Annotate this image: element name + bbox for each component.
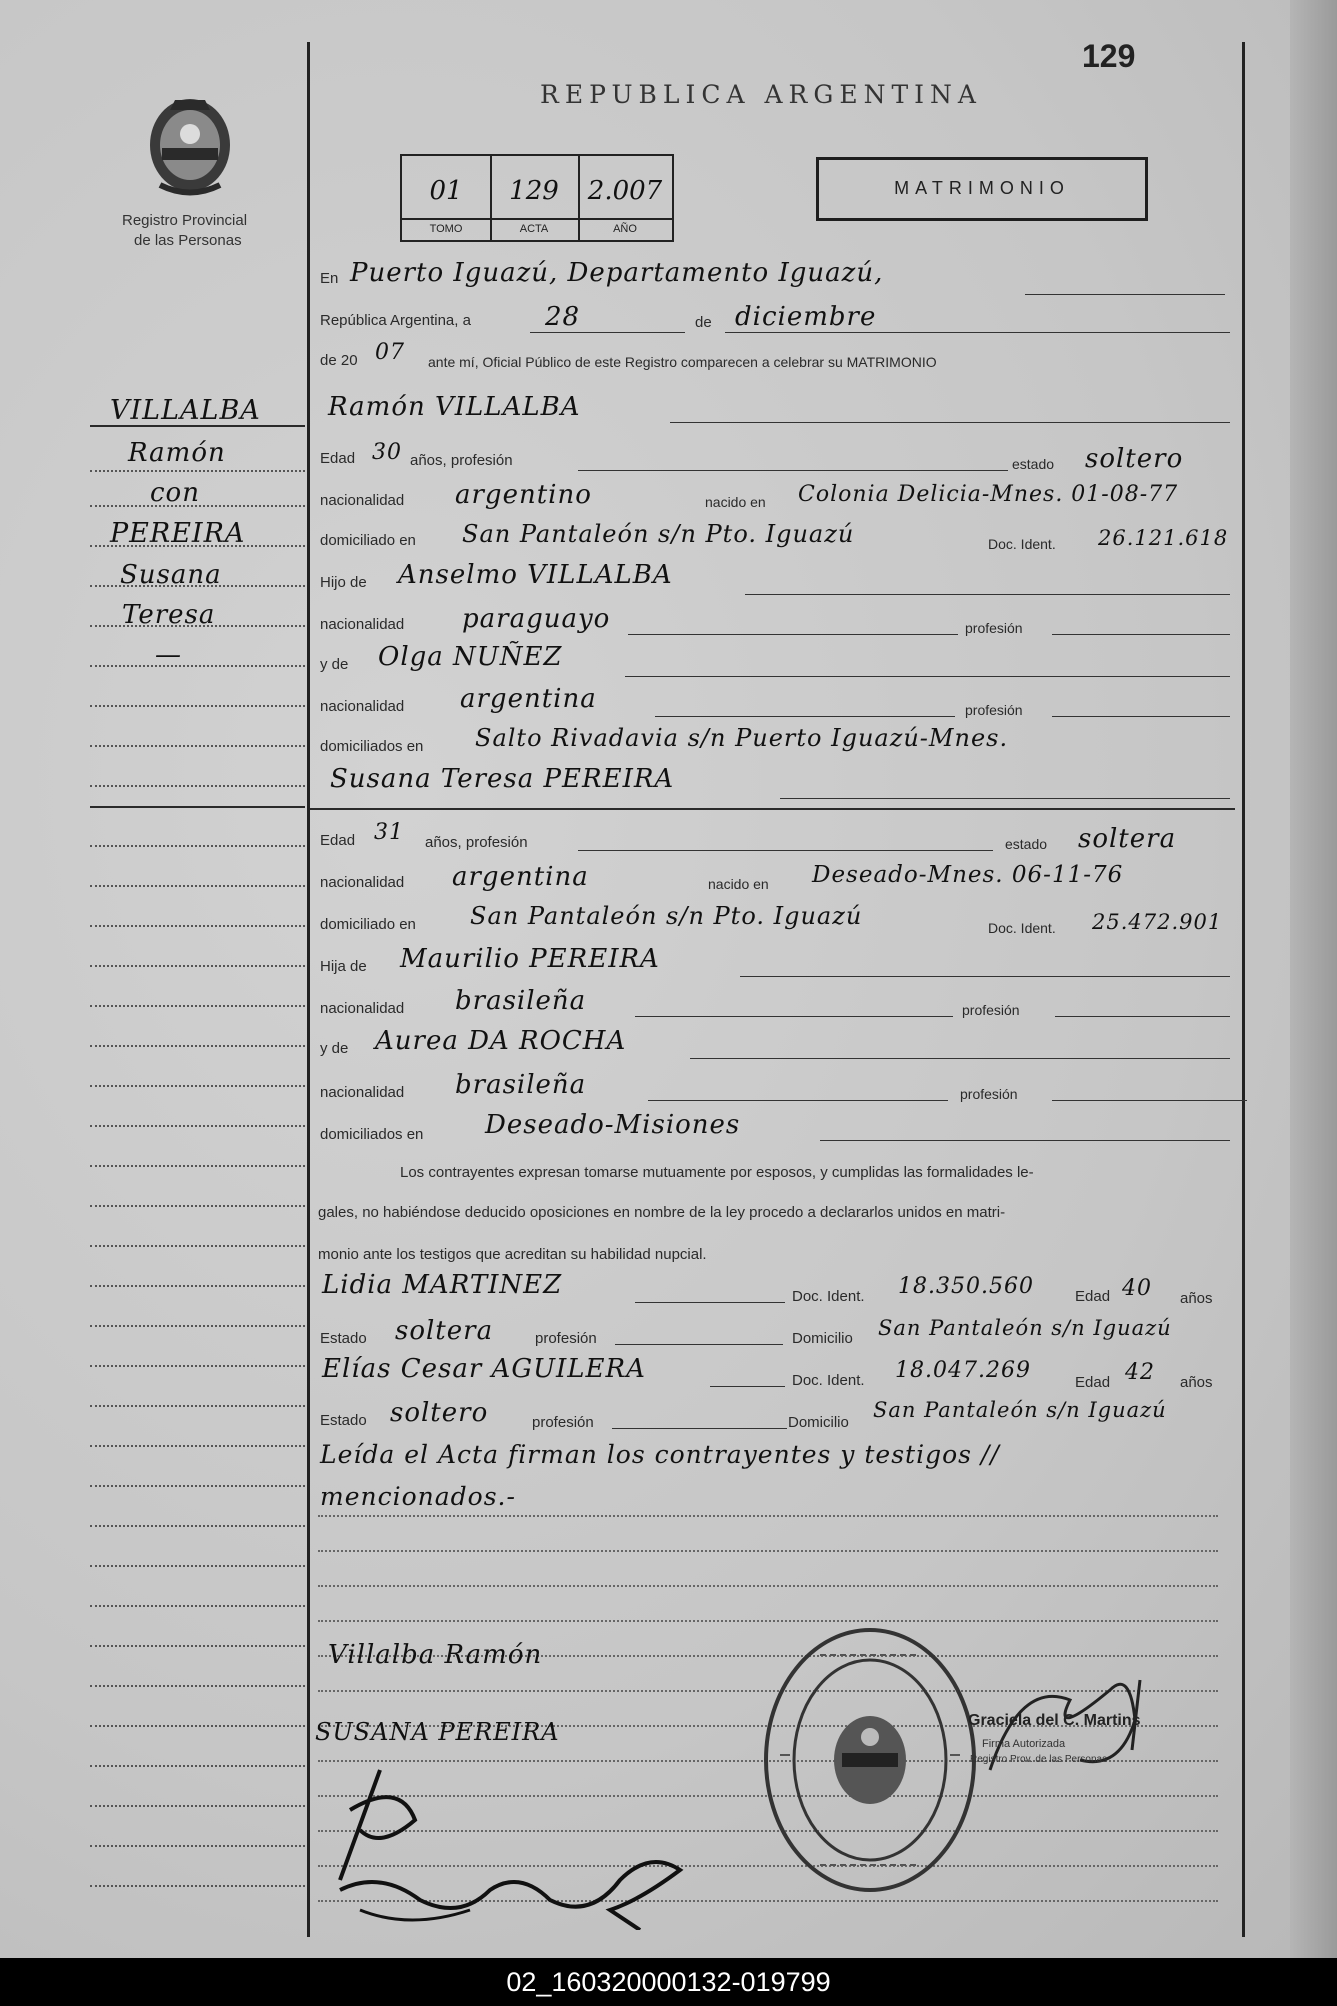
en-label: En [320, 270, 339, 287]
closing-line1: Leída el Acta firman los contrayentes y testigos // [320, 1440, 1000, 1469]
groom-nacido-label: nacido en [705, 494, 766, 510]
groom-nacionalidad: argentino [455, 480, 592, 510]
groom-madre-nac-label: nacionalidad [320, 698, 405, 715]
acta-value: 129 [509, 176, 559, 206]
groom-edad: 30 [372, 440, 402, 465]
anio-value: 2.007 [587, 176, 663, 206]
witness2-doc: 18.047.269 [895, 1358, 1031, 1383]
bride-doc: 25.472.901 [1092, 910, 1223, 934]
day-value: 28 [545, 302, 581, 332]
scribble-signature [320, 1760, 700, 1930]
groom-padre-nac-label: nacionalidad [320, 616, 405, 633]
closing-line2: mencionados.- [320, 1482, 516, 1511]
coat-of-arms-logo [140, 90, 240, 200]
bride-yde-label: y de [320, 1040, 349, 1057]
image-id-footer: 02_160320000132-019799 [0, 1958, 1337, 2006]
groom-domicilio-label: domiciliado en [320, 532, 416, 549]
bride-profesion-label: años, profesión [425, 834, 528, 851]
record-type: MATRIMONIO [894, 178, 1070, 198]
margin-name-groom: Ramón [128, 438, 226, 468]
witness1-doc: 18.350.560 [898, 1274, 1034, 1299]
witness2-domicilio-label: Domicilio [788, 1414, 849, 1431]
groom-padre: Anselmo VILLALBA [398, 560, 673, 590]
bride-estado: soltera [1078, 824, 1177, 854]
bride-padre-nac-label: nacionalidad [320, 1000, 405, 1017]
month-value: diciembre [735, 302, 877, 332]
bride-domicilio: San Pantaleón s/n Pto. Iguazú [470, 902, 863, 930]
bride-padre: Maurilio PEREIRA [400, 944, 660, 974]
bride-edad: 31 [374, 820, 404, 845]
groom-edad-label: Edad [320, 450, 356, 467]
witness2-anos-label: años [1180, 1374, 1213, 1391]
margin-name-bride-2: Teresa [122, 600, 216, 630]
witness1-profesion-label: profesión [535, 1330, 597, 1347]
registry-name-line2: de las Personas [134, 232, 242, 249]
bride-domiciliados-label: domiciliados en [320, 1126, 424, 1143]
bride-nacionalidad: argentina [452, 862, 589, 892]
place-value: Puerto Iguazú, Departamento Iguazú, [350, 258, 884, 288]
margin-name-bride: Susana [120, 560, 222, 590]
bride-madre-nac-label: nacionalidad [320, 1084, 405, 1101]
bride-padre-prof-label: profesión [962, 1002, 1020, 1018]
bride-domiciliados: Deseado-Misiones [485, 1110, 741, 1140]
bride-madre: Aurea DA ROCHA [375, 1026, 627, 1056]
page-number: 129 [1082, 38, 1136, 74]
witness1-domicilio: San Pantaleón s/n Iguazú [878, 1316, 1172, 1340]
de-label: de [695, 314, 712, 331]
right-border [1242, 42, 1245, 1937]
margin-divider [307, 42, 310, 1937]
witness2-name: Elías Cesar AGUILERA [322, 1354, 646, 1384]
groom-padre-prof-label: profesión [965, 620, 1023, 636]
witness1-edad-label: Edad [1075, 1288, 1111, 1305]
witness2-edad-label: Edad [1075, 1374, 1111, 1391]
margin-surname-bride: PEREIRA [110, 518, 246, 549]
groom-domiciliados: Salto Rivadavia s/n Puerto Iguazú-Mnes. [475, 724, 1009, 752]
year-prefix: de 20 [320, 352, 358, 369]
official-office: Registro Prov. de las Personas [970, 1754, 1108, 1765]
record-type-box [816, 157, 1148, 221]
groom-domicilio: San Pantaleón s/n Pto. Iguazú [462, 520, 855, 548]
declaration-line1: Los contrayentes expresan tomarse mutuamente por esposos, y cumplidas las formalidades le- [400, 1164, 1034, 1181]
groom-yde-label: y de [320, 656, 349, 673]
ante-text: ante mí, Oficial Público de este Registro comparecen a celebrar su MATRIMONIO [428, 354, 937, 370]
margin-con: con [150, 478, 200, 508]
bride-padre-nac: brasileña [455, 986, 587, 1016]
witness1-name: Lidia MARTINEZ [322, 1270, 563, 1300]
groom-madre-prof-label: profesión [965, 702, 1023, 718]
reference-box [400, 154, 674, 242]
bride-madre-nac: brasileña [455, 1070, 587, 1100]
groom-doc: 26.121.618 [1098, 526, 1229, 550]
bride-name: Susana Teresa PEREIRA [330, 764, 675, 794]
groom-domiciliados-label: domiciliados en [320, 738, 424, 755]
witness1-domicilio-label: Domicilio [792, 1330, 853, 1347]
groom-nacionalidad-label: nacionalidad [320, 492, 405, 509]
groom-profesion-label: años, profesión [410, 452, 513, 469]
tomo-label: TOMO [402, 218, 490, 241]
witness1-edad: 40 [1122, 1276, 1152, 1301]
witness1-estado-label: Estado [320, 1330, 367, 1347]
groom-signature: Villalba Ramón [328, 1640, 543, 1670]
bride-doc-label: Doc. Ident. [988, 920, 1056, 936]
republica-label: República Argentina, a [320, 312, 471, 329]
groom-madre: Olga NUÑEZ [378, 642, 563, 672]
groom-doc-label: Doc. Ident. [988, 536, 1056, 552]
declaration-line2: gales, no habiéndose deducido oposiciones en nombre de la ley procedo a declararlos unidos en matri- [318, 1204, 1006, 1221]
bride-madre-prof-label: profesión [960, 1086, 1018, 1102]
bride-nacido-label: nacido en [708, 876, 769, 892]
registry-name-line1: Registro Provincial [122, 212, 248, 229]
witness2-profesion-label: profesión [532, 1414, 594, 1431]
witness2-estado-label: Estado [320, 1412, 367, 1429]
declaration-line3: monio ante los testigos que acreditan su habilidad nupcial. [318, 1246, 707, 1263]
official-title: Firma Autorizada [982, 1738, 1066, 1750]
bride-domicilio-label: domiciliado en [320, 916, 416, 933]
year-value: 07 [375, 340, 405, 365]
groom-hijo-label: Hijo de [320, 574, 367, 591]
groom-nacido: Colonia Delicia-Mnes. 01-08-77 [798, 482, 1179, 507]
groom-estado: soltero [1085, 444, 1184, 474]
margin-surname-groom: VILLALBA [110, 395, 261, 426]
anio-label: AÑO [578, 218, 672, 241]
tomo-value: 01 [429, 176, 463, 206]
groom-estado-label: estado [1012, 456, 1055, 472]
witness2-doc-label: Doc. Ident. [792, 1372, 865, 1389]
bride-edad-label: Edad [320, 832, 356, 849]
country-title: REPUBLICA ARGENTINA [540, 80, 982, 109]
witness2-edad: 42 [1125, 1360, 1155, 1385]
witness1-estado: soltera [395, 1316, 494, 1346]
margin-dash: — [155, 640, 182, 670]
bride-hija-label: Hija de [320, 958, 367, 975]
witness2-estado: soltero [390, 1398, 489, 1428]
bride-nacido: Deseado-Mnes. 06-11-76 [812, 862, 1124, 888]
page-edge-shadow [1290, 0, 1337, 1958]
bride-signature: SUSANA PEREIRA [315, 1718, 560, 1746]
witness1-anos-label: años [1180, 1290, 1213, 1307]
section-divider [310, 808, 1235, 810]
official-name: Graciela del C. Martins [968, 1712, 1141, 1729]
witness2-domicilio: San Pantaleón s/n Iguazú [873, 1398, 1167, 1422]
bride-nacionalidad-label: nacionalidad [320, 874, 405, 891]
official-seal [760, 1625, 980, 1895]
bride-estado-label: estado [1005, 836, 1048, 852]
witness1-doc-label: Doc. Ident. [792, 1288, 865, 1305]
groom-padre-nac: paraguayo [462, 604, 611, 634]
groom-name: Ramón VILLALBA [328, 392, 581, 422]
groom-madre-nac: argentina [460, 684, 597, 714]
acta-label: ACTA [490, 218, 578, 241]
